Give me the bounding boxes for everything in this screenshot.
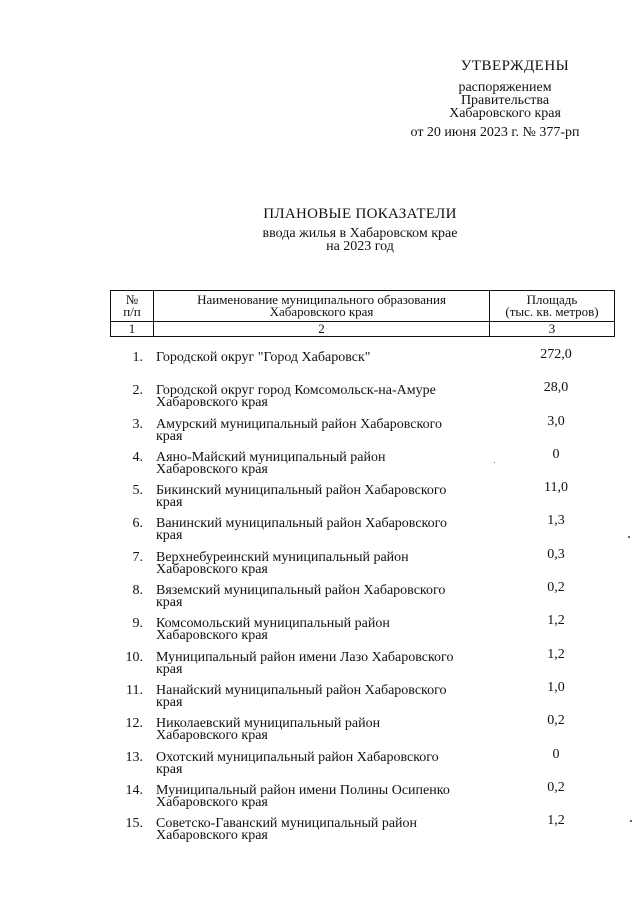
row-name-line1: Аяно-Майский муниципальный район bbox=[156, 449, 386, 465]
scan-speck bbox=[630, 820, 632, 822]
row-value: 272,0 bbox=[540, 347, 572, 362]
scan-speck bbox=[628, 536, 630, 538]
row-value: 1,2 bbox=[547, 646, 565, 662]
row-value: 0,3 bbox=[547, 546, 565, 562]
row-value: 0 bbox=[552, 446, 560, 462]
row-name-line2: края bbox=[156, 495, 183, 511]
row-number: 2. bbox=[132, 383, 143, 399]
row-name bbox=[156, 449, 486, 477]
row-number: 7. bbox=[132, 549, 143, 565]
row-value: 3,0 bbox=[547, 413, 565, 429]
row-name bbox=[156, 749, 486, 777]
row-name-line2: Хабаровского края bbox=[156, 794, 268, 810]
row-name-line2: края bbox=[156, 694, 183, 710]
index-cell-2: 2 bbox=[154, 322, 490, 337]
row-name-line2: Хабаровского края bbox=[156, 461, 268, 477]
title-sub-2: на 2023 год bbox=[326, 239, 394, 254]
row-name bbox=[156, 649, 486, 677]
row-number: 9. bbox=[132, 616, 143, 632]
row-name-line1: Городской округ "Город Хабаровск" bbox=[156, 350, 371, 365]
scan-speck bbox=[494, 462, 495, 463]
row-name bbox=[156, 585, 486, 609]
row-number: 13. bbox=[125, 749, 143, 765]
row-value: 0 bbox=[552, 746, 560, 762]
row-name-line1: Николаевский муниципальный район bbox=[156, 716, 381, 732]
index-row bbox=[111, 322, 615, 337]
header-num-line1: № bbox=[125, 292, 139, 307]
row-name bbox=[156, 818, 486, 842]
row-number: 11. bbox=[126, 682, 143, 698]
row-name-line2: края bbox=[156, 595, 183, 611]
row-name-line1: Нанайский муниципальный район Хабаровского bbox=[156, 682, 447, 698]
title-main: ПЛАНОВЫЕ ПОКАЗАТЕЛИ bbox=[263, 206, 457, 222]
approval-line-3: Хабаровского края bbox=[449, 106, 561, 121]
row-name-line1: Муниципальный район имени Полины Осипенко bbox=[156, 782, 450, 798]
row-number: 15. bbox=[125, 816, 143, 832]
row-value: 28,0 bbox=[543, 380, 569, 396]
document-title bbox=[200, 208, 520, 253]
row-name-line1: Городской округ город Комсомольск-на-Амуре bbox=[156, 383, 436, 399]
row-value: 11,0 bbox=[544, 480, 568, 496]
table-row bbox=[110, 546, 615, 579]
row-name-line2: края bbox=[156, 661, 183, 677]
row-name-line1: Охотский муниципальный район Хабаровского bbox=[156, 749, 439, 765]
row-name-line1: Вяземский муниципальный район Хабаровского bbox=[156, 583, 446, 599]
table-row bbox=[110, 346, 615, 379]
row-name bbox=[156, 518, 486, 542]
header-name-line2: Хабаровского края bbox=[269, 304, 374, 319]
approval-stamp bbox=[400, 60, 610, 139]
row-name-line1: Ванинский муниципальный район Хабаровского bbox=[156, 516, 448, 532]
table-row bbox=[110, 579, 615, 612]
row-number: 6. bbox=[132, 516, 143, 532]
index-cell-3: 3 bbox=[490, 322, 615, 337]
header-area-line1: Площадь bbox=[526, 292, 578, 307]
row-name-line1: Верхнебуреинский муниципальный район bbox=[156, 549, 409, 565]
row-name bbox=[156, 416, 486, 444]
row-name-line2: Хабаровского края bbox=[156, 828, 268, 844]
row-name-line1: Бикинский муниципальный район Хабаровского bbox=[156, 483, 447, 499]
row-number: 12. bbox=[125, 716, 143, 732]
header-row bbox=[111, 291, 615, 322]
table-body bbox=[110, 346, 615, 845]
row-name bbox=[156, 618, 486, 642]
row-name bbox=[156, 782, 486, 810]
row-name bbox=[156, 385, 486, 409]
table-row bbox=[110, 479, 615, 512]
row-name bbox=[156, 682, 486, 710]
row-name-line2: Хабаровского края bbox=[156, 561, 268, 577]
row-name-line2: края bbox=[156, 761, 183, 777]
row-name bbox=[156, 485, 486, 509]
table-row bbox=[110, 512, 615, 545]
row-value: 0,2 bbox=[547, 713, 565, 729]
row-name-line2: Хабаровского края bbox=[156, 628, 268, 644]
approval-heading: УТВЕРЖДЕНЫ bbox=[460, 58, 570, 74]
header-name-line1: Наименование муниципального образования bbox=[197, 292, 446, 307]
table-row bbox=[110, 812, 615, 845]
header-area-cell bbox=[490, 291, 615, 322]
table-row bbox=[110, 612, 615, 645]
index-cell-1: 1 bbox=[111, 322, 154, 337]
row-number: 10. bbox=[125, 649, 143, 665]
table-row bbox=[110, 679, 615, 712]
row-value: 0,2 bbox=[547, 779, 565, 795]
row-name-line2: края bbox=[156, 528, 183, 544]
row-name bbox=[156, 352, 486, 364]
row-name-line1: Амурский муниципальный район Хабаровского bbox=[156, 416, 442, 432]
row-number: 14. bbox=[125, 782, 143, 798]
row-value: 0,2 bbox=[547, 580, 565, 596]
row-name bbox=[156, 549, 486, 577]
table-row bbox=[110, 746, 615, 779]
header-num-line2: п/п bbox=[123, 304, 141, 319]
approval-line-2: Правительства bbox=[460, 93, 550, 108]
row-name-line1: Советско-Гаванский муниципальный район bbox=[156, 816, 418, 832]
row-value: 1,2 bbox=[547, 813, 565, 829]
row-number: 5. bbox=[132, 483, 143, 499]
row-name-line2: края bbox=[156, 428, 183, 444]
row-number: 3. bbox=[132, 416, 143, 432]
row-number: 4. bbox=[132, 449, 143, 465]
table-row bbox=[110, 413, 615, 446]
row-name-line2: Хабаровского края bbox=[156, 728, 268, 744]
row-value: 1,0 bbox=[547, 679, 565, 695]
row-name-line2: Хабаровского края bbox=[156, 395, 268, 411]
table-row bbox=[110, 446, 615, 479]
title-sub-1: ввода жилья в Хабаровском крае bbox=[262, 226, 458, 241]
row-name bbox=[156, 718, 486, 742]
header-area-line2: (тыс. кв. метров) bbox=[505, 304, 599, 319]
header-num-cell bbox=[111, 291, 154, 322]
approval-line-1: распоряжением bbox=[458, 80, 552, 95]
table-row bbox=[110, 712, 615, 745]
row-value: 1,3 bbox=[547, 513, 565, 529]
row-name-line1: Комсомольский муниципальный район bbox=[156, 616, 390, 632]
table-row bbox=[110, 779, 615, 812]
row-number: 8. bbox=[132, 583, 143, 599]
approval-date: от 20 июня 2023 г. № 377-рп bbox=[410, 125, 580, 140]
row-name-line1: Муниципальный район имени Лазо Хабаровского bbox=[156, 649, 454, 665]
row-number: 1. bbox=[132, 350, 143, 365]
header-name-cell bbox=[154, 291, 490, 322]
table-row bbox=[110, 646, 615, 679]
table-row bbox=[110, 379, 615, 412]
table-header bbox=[110, 290, 615, 337]
row-value: 1,2 bbox=[547, 613, 565, 629]
